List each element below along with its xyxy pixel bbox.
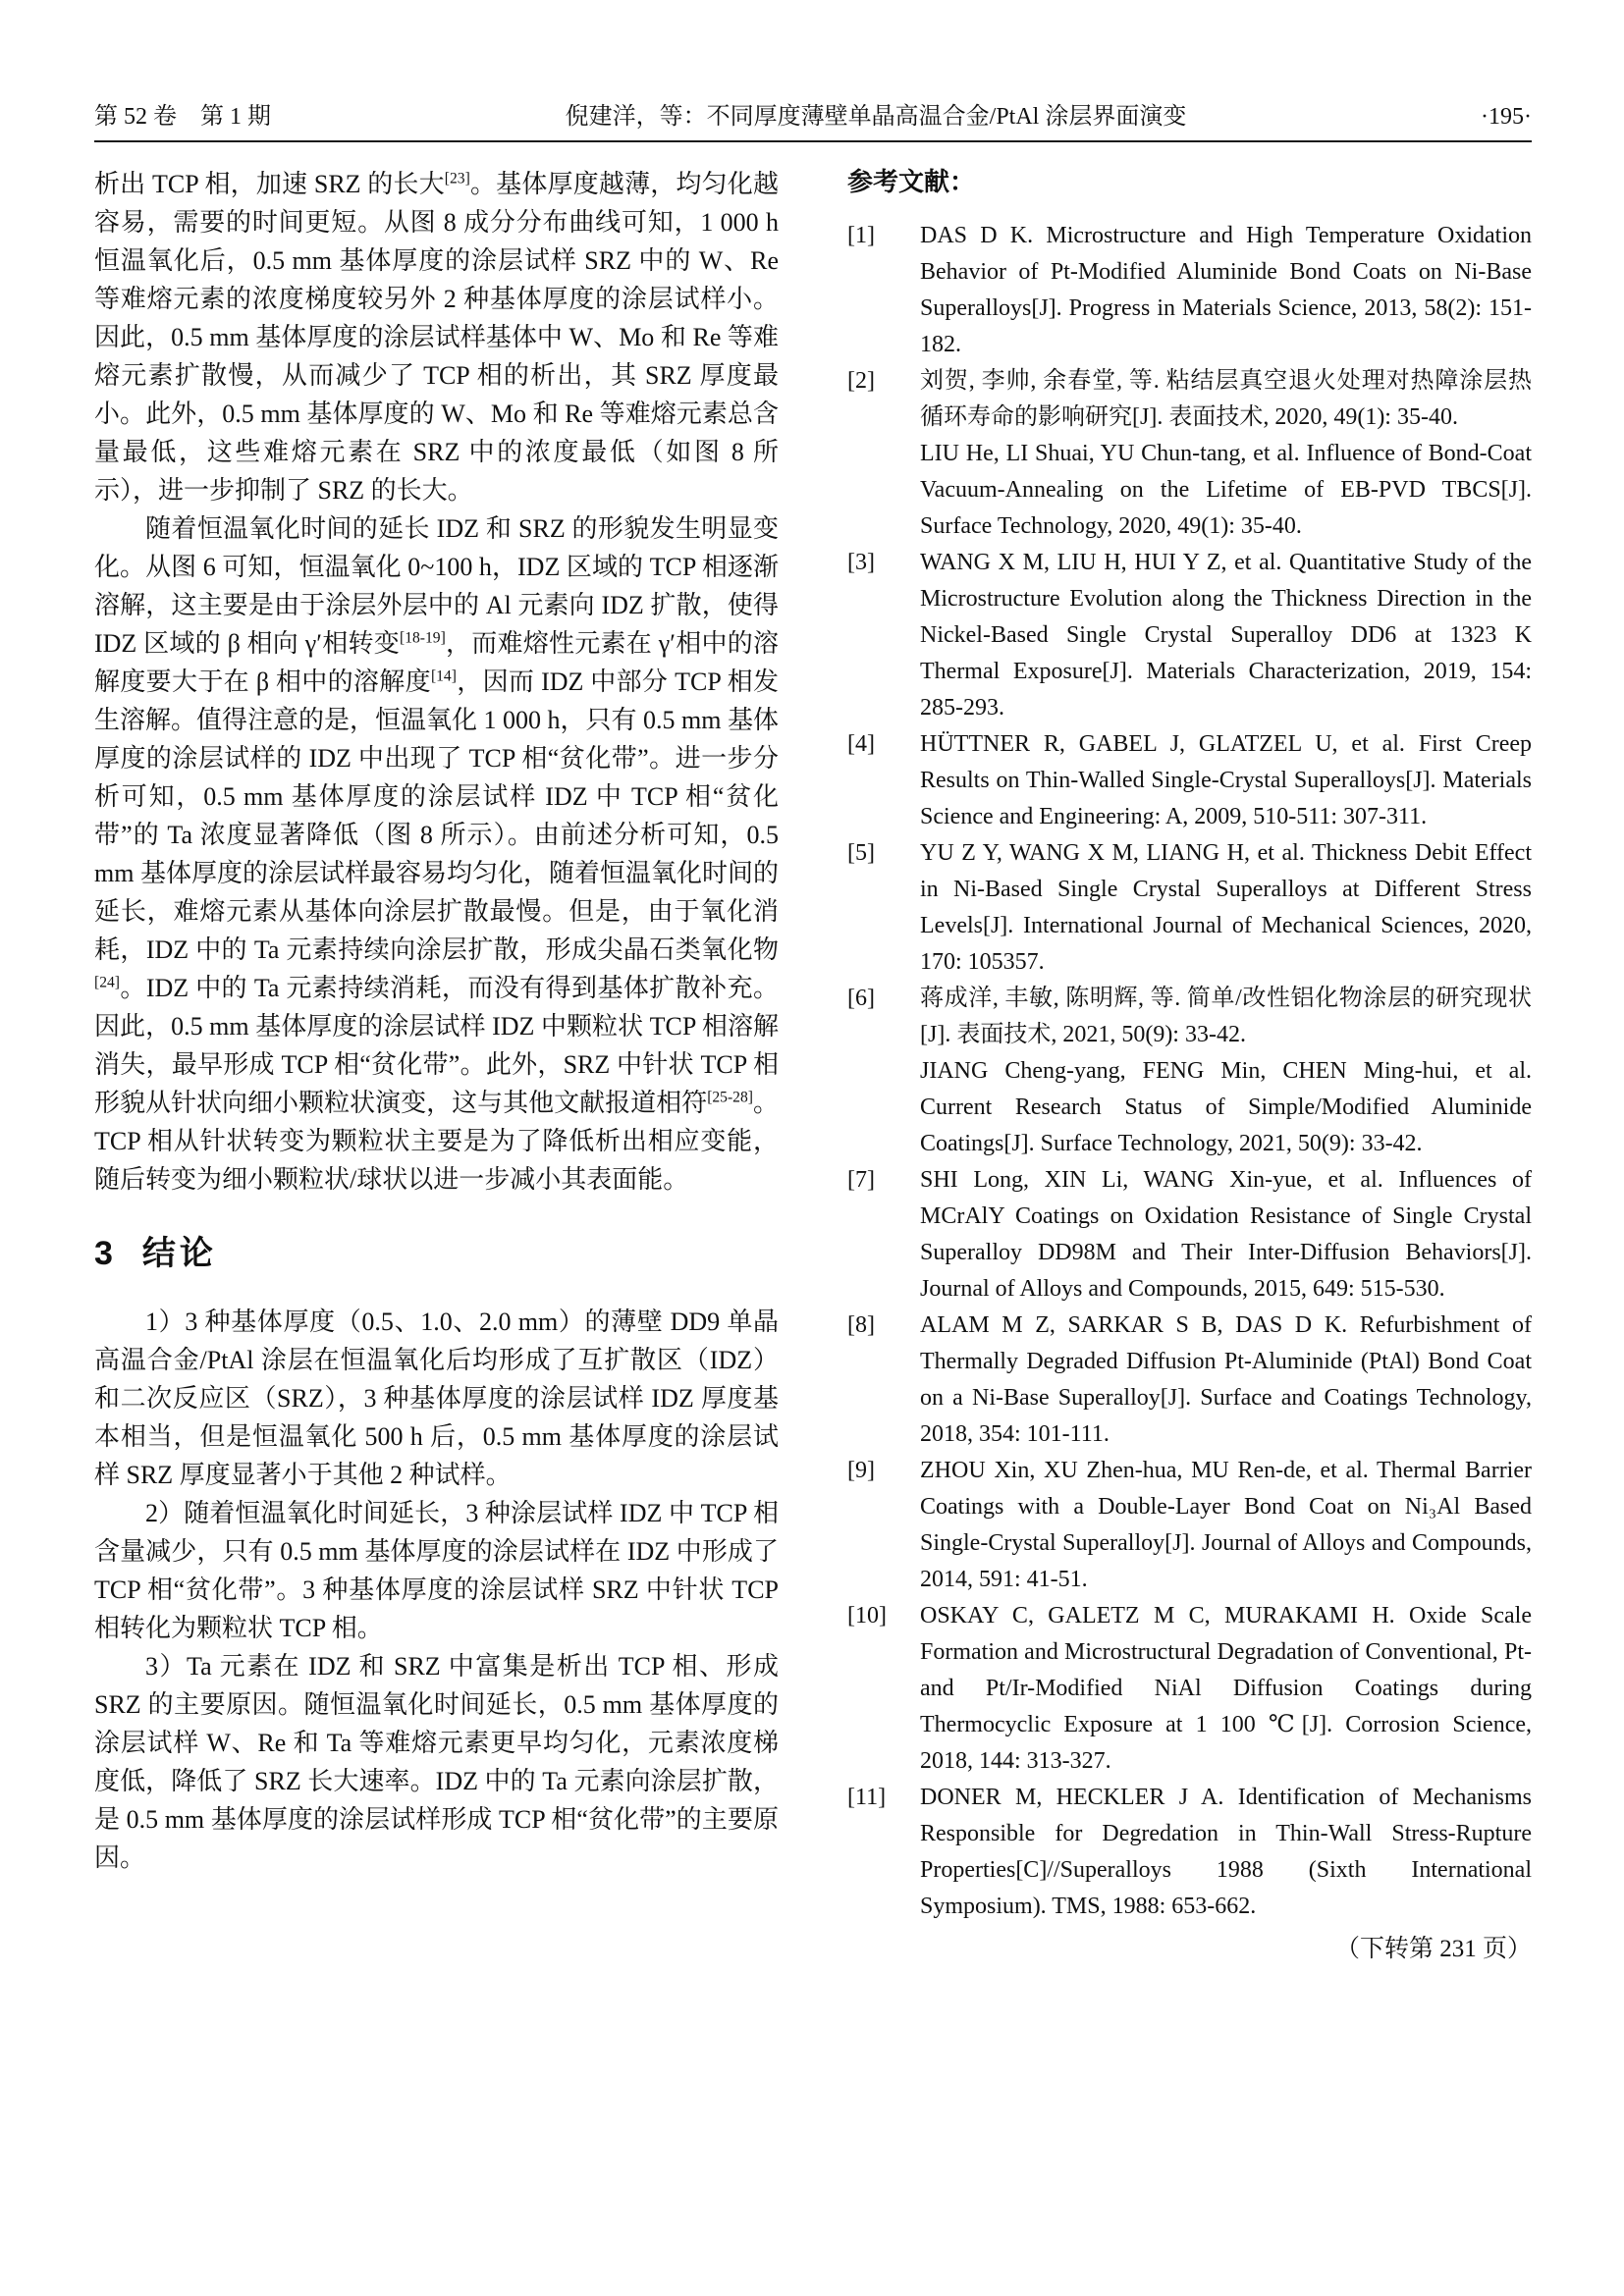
reference-text: 刘贺, 李帅, 余春堂, 等. 粘结层真空退火处理对热障涂层热循环寿命的影响研究[J]. 表面技术, 2020, 49(1): 35-40. bbox=[920, 368, 1532, 430]
reference-text: DONER M, HECKLER J A. Identification of Mechanisms Responsible for Degredation in Thin-Wall Stress-Rupture Properties[C]//Superalloys 1988 (Sixth International Symposium). TMS, 1988: 653-662. bbox=[920, 1785, 1532, 1919]
reference-number: [6] bbox=[847, 986, 875, 1011]
reference-number: [5] bbox=[847, 840, 875, 866]
body-paragraph: 随着恒温氧化时间的延长 IDZ 和 SRZ 的形貌发生明显变化。从图 6 可知，恒温氧化 0~100 h，IDZ 区域的 TCP 相逐渐溶解，这主要是由于涂层外层中的 Al 元素向 IDZ 扩散，使得 IDZ 区域的 β 相向 γ′相转变[18-19]，而难熔性元素在 γ′相中的溶解度要大于在 β 相中的溶解度[14]，因而 IDZ 中部分 TCP 相发生溶解。值得注意的是，恒温氧化 1 000 h，只有 0.5 mm 基体厚度的涂层试样的 IDZ 中出现了 TCP 相“贫化带”。进一步分析可知，0.5 mm 基体厚度的涂层试样 IDZ 中 TCP 相“贫化带”的 Ta 浓度显著降低（图 8 所示）。由前述分析可知，0.5 mm 基体厚度的涂层试样最容易均匀化，随着恒温氧化时间的延长，难熔元素从基体向涂层扩散最慢。但是，由于氧化消耗，IDZ 中的 Ta 元素持续向涂层扩散，形成尖晶石类氧化物[24]。IDZ 中的 Ta 元素持续消耗，而没有得到基体扩散补充。因此，0.5 mm 基体厚度的涂层试样 IDZ 中颗粒状 TCP 相溶解消失，最早形成 TCP 相“贫化带”。此外，SRZ 中针状 TCP 相形貌从针状向细小颗粒状演变，这与其他文献报道相符[25-28]。TCP 相从针状转变为颗粒状主要是为了降低析出相应变能，随后转变为细小颗粒状/球状以进一步减小其表面能。 bbox=[94, 514, 779, 1194]
reference-number: [10] bbox=[847, 1603, 887, 1629]
reference-item bbox=[847, 1162, 1532, 1308]
conclusion-paragraph: 3）Ta 元素在 IDZ 和 SRZ 中富集是析出 TCP 相、形成 SRZ 的主要原因。随恒温氧化时间延长，0.5 mm 基体厚度的涂层试样 W、Re 和 Ta 等难熔元素更早均匀化，元素浓度梯度低，降低了 SRZ 长大速率。IDZ 中的 Ta 元素向涂层扩散，是 0.5 mm 基体厚度的涂层试样形成 TCP 相“贫化带”的主要原因。 bbox=[94, 1652, 779, 1872]
reference-item bbox=[847, 835, 1532, 981]
reference-number: [4] bbox=[847, 731, 875, 757]
reference-text: OSKAY C, GALETZ M C, MURAKAMI H. Oxide Scale Formation and Microstructural Degradation of Conventional, Pt- and Pt/Ir-Modified NiAl Diffusion Coatings during Thermocyclic Exposure at 1 100 ℃[J]. Corrosion Science, 2018, 144: 313-327. bbox=[920, 1603, 1532, 1774]
header-running-title: 倪建洋，等：不同厚度薄壁单晶高温合金/PtAl 涂层界面演变 bbox=[565, 104, 1187, 130]
header-page-number: ·195· bbox=[1481, 104, 1532, 130]
header-volume-issue: 第 52 卷 第 1 期 bbox=[94, 104, 271, 130]
two-column-body bbox=[94, 165, 1532, 1968]
conclusion-paragraph: 2）随着恒温氧化时间延长，3 种涂层试样 IDZ 中 TCP 相含量减少，只有 0.5 mm 基体厚度的涂层试样在 IDZ 中形成了 TCP 相“贫化带”。3 种基体厚度的涂层试样 SRZ 中针状 TCP 相转化为颗粒状 TCP 相。 bbox=[94, 1499, 779, 1642]
body-paragraph: 析出 TCP 相，加速 SRZ 的长大[23]。基体厚度越薄，均匀化越容易，需要的时间更短。从图 8 成分分布曲线可知，1 000 h 恒温氧化后，0.5 mm 基体厚度的涂层试样 SRZ 中的 W、Re 等难熔元素的浓度梯度较另外 2 种基体厚度的涂层试样小。因此，0.5 mm 基体厚度的涂层试样基体中 W、Mo 和 Re 等难熔元素扩散慢，从而减少了 TCP 相的析出，其 SRZ 厚度最小。此外，0.5 mm 基体厚度的 W、Mo 和 Re 等难熔元素总含量最低，这些难熔元素在 SRZ 中的浓度最低（如图 8 所示），进一步抑制了 SRZ 的长大。 bbox=[94, 170, 779, 505]
section-number: 3 bbox=[94, 1235, 113, 1272]
reference-number: [8] bbox=[847, 1312, 875, 1338]
reference-text: WANG X M, LIU H, HUI Y Z, et al. Quantitative Study of the Microstructure Evolution along the Thickness Direction in the Nickel-Based Single Crystal Superalloy DD6 at 1323 K Thermal Exposure[J]. Materials Characterization, 2019, 154: 285-293. bbox=[920, 550, 1532, 721]
reference-item bbox=[847, 1780, 1532, 1925]
references-heading: 参考文献： bbox=[847, 167, 976, 196]
left-column bbox=[94, 165, 779, 1968]
reference-item bbox=[847, 1598, 1532, 1780]
reference-text: YU Z Y, WANG X M, LIANG H, et al. Thickness Debit Effect in Ni-Based Single Crystal Superalloys at Different Stress Levels[J]. International Journal of Mechanical Sciences, 2020, 170: 105357. bbox=[920, 840, 1532, 975]
reference-number: [9] bbox=[847, 1458, 875, 1483]
reference-text: SHI Long, XIN Li, WANG Xin-yue, et al. Influences of MCrAlY Coatings on Oxidation Resistance of Single Crystal Superalloy DD98M and Their Inter-Diffusion Behaviors[J]. Journal of Alloys and Compounds, 2015, 649: 515-530. bbox=[920, 1167, 1532, 1302]
reference-item bbox=[847, 981, 1532, 1162]
header-divider bbox=[94, 140, 1532, 142]
right-column bbox=[847, 165, 1532, 1968]
reference-item bbox=[847, 1308, 1532, 1453]
reference-number: [11] bbox=[847, 1785, 887, 1810]
reference-text-translation: LIU He, LI Shuai, YU Chun-tang, et al. Influence of Bond-Coat Vacuum-Annealing on the Lifetime of EB-PVD TBCS[J]. Surface Technology, 2020, 49(1): 35-40. bbox=[920, 441, 1532, 539]
reference-number: [1] bbox=[847, 223, 875, 248]
page-header bbox=[94, 96, 1532, 131]
section-heading bbox=[94, 1234, 779, 1273]
reference-item bbox=[847, 545, 1532, 726]
reference-number: [3] bbox=[847, 550, 875, 575]
reference-number: [2] bbox=[847, 368, 875, 394]
reference-text: 蒋成洋, 丰敏, 陈明辉, 等. 简单/改性铝化物涂层的研究现状[J]. 表面技术, 2021, 50(9): 33-42. bbox=[920, 986, 1532, 1047]
reference-item bbox=[847, 218, 1532, 363]
reference-item bbox=[847, 363, 1532, 545]
reference-number: [7] bbox=[847, 1167, 875, 1193]
reference-item bbox=[847, 726, 1532, 835]
continuation-note: （下转第 231 页） bbox=[1334, 1936, 1532, 1962]
reference-item bbox=[847, 1453, 1532, 1598]
conclusion-paragraph: 1）3 种基体厚度（0.5、1.0、2.0 mm）的薄壁 DD9 单晶高温合金/PtAl 涂层在恒温氧化后均形成了互扩散区（IDZ）和二次反应区（SRZ），3 种基体厚度的涂层试样 IDZ 厚度基本相当，但是恒温氧化 500 h 后，0.5 mm 基体厚度的涂层试样 SRZ 厚度显著小于其他 2 种试样。 bbox=[94, 1308, 779, 1489]
reference-text: HÜTTNER R, GABEL J, GLATZEL U, et al. First Creep Results on Thin-Walled Single-Crystal Superalloys[J]. Materials Science and Engineering: A, 2009, 510-511: 307-311. bbox=[920, 731, 1532, 829]
reference-text: ZHOU Xin, XU Zhen-hua, MU Ren-de, et al. Thermal Barrier Coatings with a Double-Layer Bond Coat on Ni₃Al Based Single-Crystal Superalloy[J]. Journal of Alloys and Compounds, 2014, 591: 41-51. bbox=[920, 1458, 1532, 1592]
reference-text-translation: JIANG Cheng-yang, FENG Min, CHEN Ming-hui, et al. Current Research Status of Simple/Modified Aluminide Coatings[J]. Surface Technology, 2021, 50(9): 33-42. bbox=[920, 1058, 1532, 1156]
reference-text: DAS D K. Microstructure and High Temperature Oxidation Behavior of Pt-Modified Aluminide Bond Coats on Ni-Base Superalloys[J]. Progress in Materials Science, 2013, 58(2): 151-182. bbox=[920, 223, 1532, 357]
reference-text: ALAM M Z, SARKAR S B, DAS D K. Refurbishment of Thermally Degraded Diffusion Pt-Aluminide (PtAl) Bond Coat on a Ni-Base Superalloy[J]. Surface and Coatings Technology, 2018, 354: 101-111. bbox=[920, 1312, 1532, 1447]
section-title: 结论 bbox=[141, 1235, 217, 1272]
